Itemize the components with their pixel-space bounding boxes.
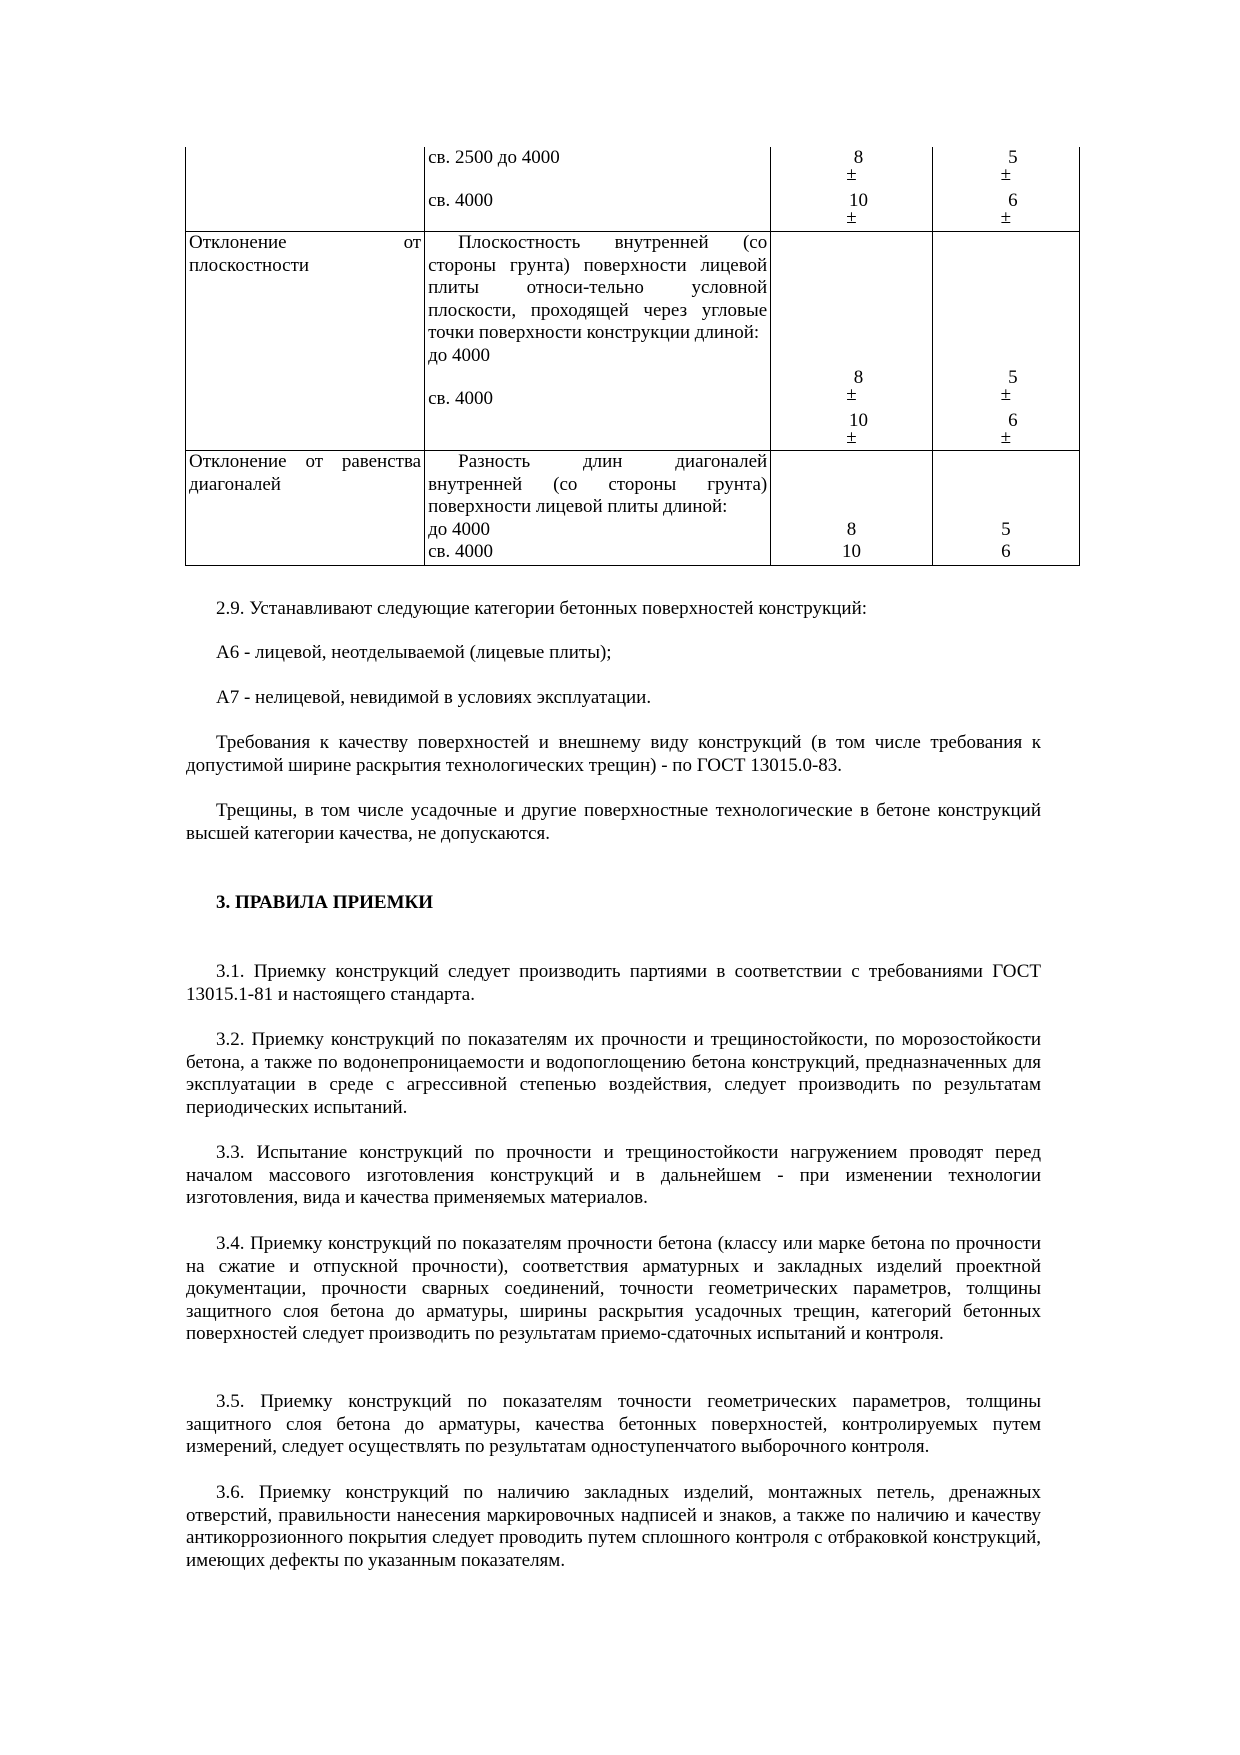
size-label: до 4000 [428,344,491,366]
table-cell-parameter [186,232,425,451]
paragraph [186,732,1041,777]
table-cell-description [425,451,771,566]
paragraph-text: Требования к качеству поверхностей и внешнему виду конструкций (в том числе требования к допустимой ширине раскрытия технологических трещин) - по ГОСТ 13015.0-83. [186,732,1041,776]
size-label: св. 2500 до 4000 [428,147,560,168]
tolerance-number: 10 [848,409,868,431]
table-cell-tolerance-1 [771,147,932,232]
paragraph-text: А6 - лицевой, неотделываемой (лицевые плиты); [216,642,612,663]
tolerance-number: 6 [1008,409,1018,431]
plus-minus-sign: ± [846,384,857,405]
paragraph-text: 3.2. Приемку конструкций по показателям их прочности и трещиностойкости, по морозостойкости бетона, а также по водонепроницаемости и водопоглощению бетона конструкций, предназначенных для эксплуатации в среде с агрессивной степенью воздействия, следует производить по результатам периодических испытаний. [186,1029,1041,1118]
description-text: Плоскостность внутренней (со стороны грунта) поверхности лицевой плиты относи-тельно условной плоскости, проходящей через угловые точки поверхности конструкции длиной: [428,232,768,343]
size-label: до 4000 [428,518,491,540]
plus-minus-sign: ± [846,206,857,228]
paragraph [186,800,1041,845]
tolerance-number: 10 [841,541,861,562]
table-cell-parameter [186,147,425,232]
size-label: св. 4000 [428,541,494,562]
paragraph [186,1142,1041,1210]
tolerance-number: 6 [1001,541,1011,562]
section-heading: 3. ПРАВИЛА ПРИЕМКИ [216,892,434,913]
tolerance-number: 8 [853,367,864,388]
table-row [186,147,1080,232]
parameter-word: плоскостности [189,254,310,276]
table-row [186,232,1080,451]
paragraph [186,1391,1041,1459]
table-cell-tolerance-1 [771,451,932,566]
tolerance-number: 5 [1001,518,1011,540]
tolerance-value [774,189,928,228]
tolerance-number: 5 [1008,367,1018,388]
tolerance-value [774,147,928,185]
plus-minus-sign: ± [1000,164,1012,185]
paragraph [186,598,1041,621]
paragraph-text: А7 - нелицевой, невидимой в условиях эксплуатации. [216,687,652,708]
size-label: св. 4000 [428,190,494,211]
table-cell-description [425,232,771,451]
tolerance-value [774,409,928,448]
table-cell-tolerance-2 [932,232,1079,451]
parameter-word: от [403,232,422,253]
table-cell-parameter [186,451,425,566]
paragraph-text: 3.6. Приемку конструкций по наличию закладных изделий, монтажных петель, дренажных отверстий, правильности нанесения маркировочных надписей и знаков, а также по наличию и качеству антикоррозионного покрытия следует проводить путем сплошного контроля с отбраковкой конструкций, имеющих дефекты по указанным показателям. [186,1482,1041,1571]
paragraph [186,687,1041,710]
table-cell-tolerance-2 [932,451,1079,566]
plus-minus-sign: ± [846,164,857,185]
paragraph-text: 3.3. Испытание конструкций по прочности и трещиностойкости нагружением проводят перед началом массового изготовления конструкций и в дальнейшем - при изменении технологии изготовления, вида и качества применяемых материалов. [186,1142,1041,1208]
parameter-word: Отклонение [189,232,287,253]
table-cell-tolerance-2 [932,147,1079,232]
paragraph [186,642,1041,665]
paragraph [186,1233,1041,1346]
tolerance-table [185,147,1080,566]
paragraph-text: 3.5. Приемку конструкций по показателям точности геометрических параметров, толщины защитного слоя бетона до арматуры, качества бетонных поверхностей, контролируемых путем измерений, следует осуществлять по результатам одноступенчатого выборочного контроля. [186,1391,1041,1457]
description-text: Разность длин диагоналей внутренней (со стороны грунта) поверхности лицевой плиты длиной: [428,451,768,517]
paragraph [186,1029,1041,1119]
tolerance-value [936,409,1076,448]
paragraph-text: 2.9. Устанавливают следующие категории бетонных поверхностей конструкций: [216,598,868,619]
tolerance-value [936,189,1076,228]
tolerance-value [774,367,928,405]
plus-minus-sign: ± [846,426,857,448]
table-cell-tolerance-1 [771,232,932,451]
size-label: св. 4000 [428,387,494,409]
parameter-text: Отклонение от равенства диагоналей [189,451,422,495]
paragraph [186,1482,1041,1572]
table-cell-description [425,147,771,232]
paragraph-text: 3.4. Приемку конструкций по показателям прочности бетона (классу или марке бетона по прочности на сжатие и отпускной прочности), соответствия арматурных и закладных изделий проектной документации, прочности сварных соединений, точности геометрических параметров, толщины защитного слоя бетона до арматуры, ширины раскрытия усадочных трещин, категорий бетонных поверхностей следует производить по результатам приемо-сдаточных испытаний и контроля. [186,1233,1041,1344]
paragraph-text: 3.1. Приемку конструкций следует производить партиями в соответствии с требованиями ГОСТ 13015.1-81 и настоящего стандарта. [186,961,1041,1005]
plus-minus-sign: ± [1000,384,1012,405]
paragraph [186,961,1041,1006]
table-row [186,451,1080,566]
plus-minus-sign: ± [1000,206,1012,228]
paragraph-text: Трещины, в том числе усадочные и другие поверхностные технологические в бетоне конструкций высшей категории качества, не допускаются. [186,800,1041,844]
tolerance-value [936,147,1076,185]
tolerance-value [936,367,1076,405]
tolerance-number: 6 [1008,189,1018,211]
plus-minus-sign: ± [1000,426,1012,448]
tolerance-number: 8 [846,518,857,540]
tolerance-number: 8 [853,147,864,168]
tolerance-number: 10 [848,189,868,211]
tolerance-number: 5 [1008,147,1018,168]
